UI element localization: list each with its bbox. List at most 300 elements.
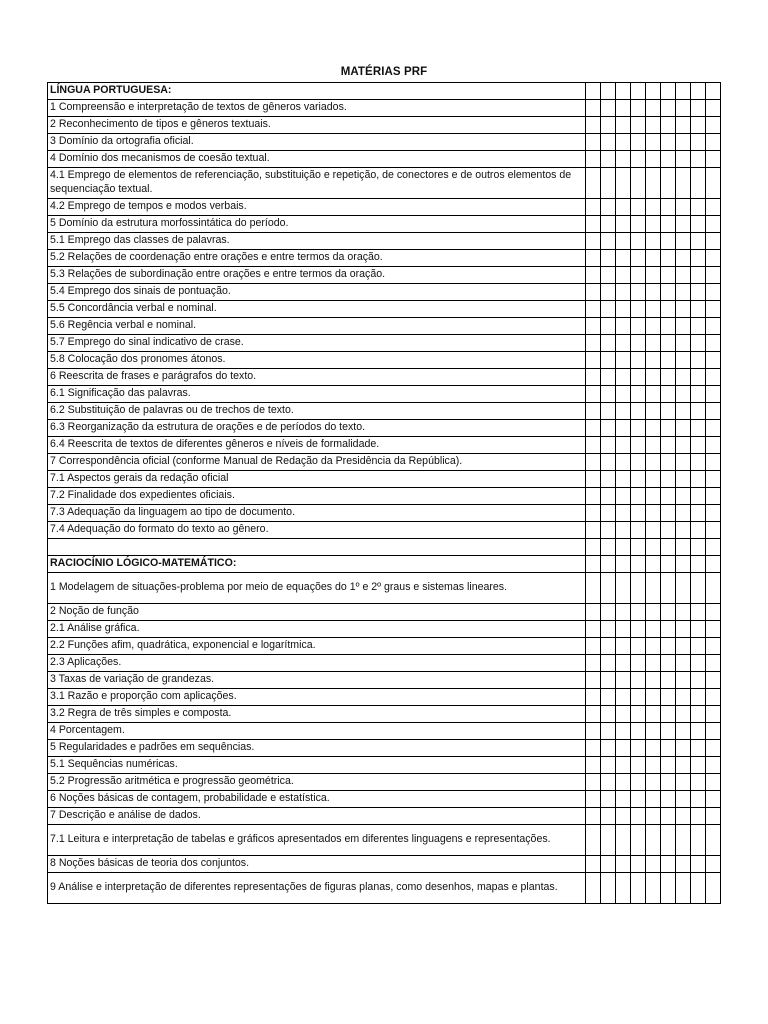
checkbox-cell[interactable] [705, 117, 720, 134]
checkbox-cell[interactable] [600, 706, 615, 723]
checkbox-cell[interactable] [705, 856, 720, 873]
checkbox-cell[interactable] [675, 267, 690, 284]
checkbox-cell[interactable] [660, 825, 675, 856]
checkbox-cell[interactable] [600, 522, 615, 539]
checkbox-cell[interactable] [600, 655, 615, 672]
checkbox-cell[interactable] [690, 740, 705, 757]
checkbox-cell[interactable] [705, 471, 720, 488]
checkbox-cell[interactable] [660, 471, 675, 488]
checkbox-cell[interactable] [645, 250, 660, 267]
checkbox-cell[interactable] [600, 604, 615, 621]
checkbox-cell[interactable] [660, 774, 675, 791]
checkbox-cell[interactable] [630, 83, 645, 100]
checkbox-cell[interactable] [645, 856, 660, 873]
checkbox-cell[interactable] [600, 335, 615, 352]
checkbox-cell[interactable] [675, 791, 690, 808]
checkbox-cell[interactable] [645, 621, 660, 638]
checkbox-cell[interactable] [690, 873, 705, 904]
checkbox-cell[interactable] [660, 655, 675, 672]
checkbox-cell[interactable] [645, 808, 660, 825]
checkbox-cell[interactable] [585, 250, 600, 267]
checkbox-cell[interactable] [660, 117, 675, 134]
checkbox-cell[interactable] [660, 216, 675, 233]
checkbox-cell[interactable] [630, 301, 645, 318]
checkbox-cell[interactable] [600, 250, 615, 267]
checkbox-cell[interactable] [660, 740, 675, 757]
checkbox-cell[interactable] [675, 573, 690, 604]
checkbox-cell[interactable] [630, 134, 645, 151]
checkbox-cell[interactable] [690, 621, 705, 638]
checkbox-cell[interactable] [690, 168, 705, 199]
checkbox-cell[interactable] [690, 386, 705, 403]
checkbox-cell[interactable] [615, 723, 630, 740]
checkbox-cell[interactable] [585, 437, 600, 454]
checkbox-cell[interactable] [660, 856, 675, 873]
checkbox-cell[interactable] [645, 757, 660, 774]
checkbox-cell[interactable] [600, 134, 615, 151]
checkbox-cell[interactable] [645, 83, 660, 100]
checkbox-cell[interactable] [585, 335, 600, 352]
checkbox-cell[interactable] [600, 454, 615, 471]
checkbox-cell[interactable] [645, 573, 660, 604]
checkbox-cell[interactable] [705, 488, 720, 505]
checkbox-cell[interactable] [585, 216, 600, 233]
checkbox-cell[interactable] [690, 774, 705, 791]
checkbox-cell[interactable] [615, 522, 630, 539]
checkbox-cell[interactable] [690, 723, 705, 740]
checkbox-cell[interactable] [630, 318, 645, 335]
checkbox-cell[interactable] [690, 638, 705, 655]
checkbox-cell[interactable] [690, 791, 705, 808]
checkbox-cell[interactable] [600, 267, 615, 284]
checkbox-cell[interactable] [675, 117, 690, 134]
checkbox-cell[interactable] [690, 672, 705, 689]
checkbox-cell[interactable] [630, 233, 645, 250]
checkbox-cell[interactable] [660, 539, 675, 556]
checkbox-cell[interactable] [705, 689, 720, 706]
checkbox-cell[interactable] [705, 437, 720, 454]
checkbox-cell[interactable] [690, 335, 705, 352]
checkbox-cell[interactable] [600, 216, 615, 233]
checkbox-cell[interactable] [630, 117, 645, 134]
checkbox-cell[interactable] [600, 672, 615, 689]
checkbox-cell[interactable] [645, 873, 660, 904]
checkbox-cell[interactable] [705, 621, 720, 638]
checkbox-cell[interactable] [600, 318, 615, 335]
checkbox-cell[interactable] [615, 335, 630, 352]
checkbox-cell[interactable] [690, 604, 705, 621]
checkbox-cell[interactable] [705, 83, 720, 100]
checkbox-cell[interactable] [645, 284, 660, 301]
checkbox-cell[interactable] [645, 454, 660, 471]
checkbox-cell[interactable] [645, 134, 660, 151]
checkbox-cell[interactable] [600, 873, 615, 904]
checkbox-cell[interactable] [675, 856, 690, 873]
checkbox-cell[interactable] [615, 471, 630, 488]
checkbox-cell[interactable] [615, 556, 630, 573]
checkbox-cell[interactable] [690, 655, 705, 672]
checkbox-cell[interactable] [645, 301, 660, 318]
checkbox-cell[interactable] [645, 522, 660, 539]
checkbox-cell[interactable] [675, 199, 690, 216]
checkbox-cell[interactable] [705, 808, 720, 825]
checkbox-cell[interactable] [600, 471, 615, 488]
checkbox-cell[interactable] [585, 318, 600, 335]
checkbox-cell[interactable] [630, 706, 645, 723]
checkbox-cell[interactable] [630, 774, 645, 791]
checkbox-cell[interactable] [585, 301, 600, 318]
checkbox-cell[interactable] [645, 335, 660, 352]
checkbox-cell[interactable] [630, 199, 645, 216]
checkbox-cell[interactable] [585, 573, 600, 604]
checkbox-cell[interactable] [645, 672, 660, 689]
checkbox-cell[interactable] [630, 216, 645, 233]
checkbox-cell[interactable] [585, 522, 600, 539]
checkbox-cell[interactable] [705, 539, 720, 556]
checkbox-cell[interactable] [615, 369, 630, 386]
checkbox-cell[interactable] [675, 369, 690, 386]
checkbox-cell[interactable] [645, 774, 660, 791]
checkbox-cell[interactable] [705, 250, 720, 267]
checkbox-cell[interactable] [675, 420, 690, 437]
checkbox-cell[interactable] [690, 454, 705, 471]
checkbox-cell[interactable] [600, 233, 615, 250]
checkbox-cell[interactable] [585, 151, 600, 168]
checkbox-cell[interactable] [660, 808, 675, 825]
checkbox-cell[interactable] [645, 655, 660, 672]
checkbox-cell[interactable] [615, 301, 630, 318]
checkbox-cell[interactable] [645, 117, 660, 134]
checkbox-cell[interactable] [615, 100, 630, 117]
checkbox-cell[interactable] [585, 284, 600, 301]
checkbox-cell[interactable] [690, 403, 705, 420]
checkbox-cell[interactable] [585, 556, 600, 573]
checkbox-cell[interactable] [615, 403, 630, 420]
checkbox-cell[interactable] [675, 83, 690, 100]
checkbox-cell[interactable] [675, 774, 690, 791]
checkbox-cell[interactable] [585, 134, 600, 151]
checkbox-cell[interactable] [645, 420, 660, 437]
checkbox-cell[interactable] [660, 335, 675, 352]
checkbox-cell[interactable] [660, 621, 675, 638]
checkbox-cell[interactable] [660, 488, 675, 505]
checkbox-cell[interactable] [600, 573, 615, 604]
checkbox-cell[interactable] [660, 134, 675, 151]
checkbox-cell[interactable] [675, 808, 690, 825]
checkbox-cell[interactable] [705, 403, 720, 420]
checkbox-cell[interactable] [675, 335, 690, 352]
checkbox-cell[interactable] [645, 471, 660, 488]
checkbox-cell[interactable] [705, 740, 720, 757]
checkbox-cell[interactable] [615, 757, 630, 774]
checkbox-cell[interactable] [585, 604, 600, 621]
checkbox-cell[interactable] [660, 267, 675, 284]
checkbox-cell[interactable] [690, 117, 705, 134]
checkbox-cell[interactable] [615, 740, 630, 757]
checkbox-cell[interactable] [630, 604, 645, 621]
checkbox-cell[interactable] [630, 723, 645, 740]
checkbox-cell[interactable] [600, 505, 615, 522]
checkbox-cell[interactable] [675, 471, 690, 488]
checkbox-cell[interactable] [690, 825, 705, 856]
checkbox-cell[interactable] [690, 856, 705, 873]
checkbox-cell[interactable] [600, 488, 615, 505]
checkbox-cell[interactable] [705, 573, 720, 604]
checkbox-cell[interactable] [630, 791, 645, 808]
checkbox-cell[interactable] [690, 134, 705, 151]
checkbox-cell[interactable] [630, 335, 645, 352]
checkbox-cell[interactable] [600, 757, 615, 774]
checkbox-cell[interactable] [615, 134, 630, 151]
checkbox-cell[interactable] [600, 791, 615, 808]
checkbox-cell[interactable] [675, 437, 690, 454]
checkbox-cell[interactable] [615, 573, 630, 604]
checkbox-cell[interactable] [705, 505, 720, 522]
checkbox-cell[interactable] [585, 791, 600, 808]
checkbox-cell[interactable] [630, 573, 645, 604]
checkbox-cell[interactable] [585, 471, 600, 488]
checkbox-cell[interactable] [630, 505, 645, 522]
checkbox-cell[interactable] [645, 689, 660, 706]
checkbox-cell[interactable] [645, 825, 660, 856]
checkbox-cell[interactable] [660, 437, 675, 454]
checkbox-cell[interactable] [690, 151, 705, 168]
checkbox-cell[interactable] [630, 488, 645, 505]
checkbox-cell[interactable] [600, 723, 615, 740]
checkbox-cell[interactable] [600, 420, 615, 437]
checkbox-cell[interactable] [600, 301, 615, 318]
checkbox-cell[interactable] [630, 369, 645, 386]
checkbox-cell[interactable] [705, 723, 720, 740]
checkbox-cell[interactable] [675, 556, 690, 573]
checkbox-cell[interactable] [630, 168, 645, 199]
checkbox-cell[interactable] [615, 505, 630, 522]
checkbox-cell[interactable] [630, 284, 645, 301]
checkbox-cell[interactable] [660, 83, 675, 100]
checkbox-cell[interactable] [600, 539, 615, 556]
checkbox-cell[interactable] [600, 352, 615, 369]
checkbox-cell[interactable] [585, 774, 600, 791]
checkbox-cell[interactable] [705, 522, 720, 539]
checkbox-cell[interactable] [585, 621, 600, 638]
checkbox-cell[interactable] [675, 454, 690, 471]
checkbox-cell[interactable] [705, 873, 720, 904]
checkbox-cell[interactable] [675, 134, 690, 151]
checkbox-cell[interactable] [600, 100, 615, 117]
checkbox-cell[interactable] [630, 267, 645, 284]
checkbox-cell[interactable] [690, 522, 705, 539]
checkbox-cell[interactable] [600, 808, 615, 825]
checkbox-cell[interactable] [585, 488, 600, 505]
checkbox-cell[interactable] [690, 556, 705, 573]
checkbox-cell[interactable] [585, 117, 600, 134]
checkbox-cell[interactable] [600, 556, 615, 573]
checkbox-cell[interactable] [645, 199, 660, 216]
checkbox-cell[interactable] [585, 539, 600, 556]
checkbox-cell[interactable] [675, 318, 690, 335]
checkbox-cell[interactable] [600, 168, 615, 199]
checkbox-cell[interactable] [615, 233, 630, 250]
checkbox-cell[interactable] [705, 825, 720, 856]
checkbox-cell[interactable] [690, 199, 705, 216]
checkbox-cell[interactable] [690, 250, 705, 267]
checkbox-cell[interactable] [585, 420, 600, 437]
checkbox-cell[interactable] [660, 505, 675, 522]
checkbox-cell[interactable] [645, 604, 660, 621]
checkbox-cell[interactable] [705, 352, 720, 369]
checkbox-cell[interactable] [705, 655, 720, 672]
checkbox-cell[interactable] [690, 539, 705, 556]
checkbox-cell[interactable] [645, 369, 660, 386]
checkbox-cell[interactable] [660, 706, 675, 723]
checkbox-cell[interactable] [630, 539, 645, 556]
checkbox-cell[interactable] [675, 233, 690, 250]
checkbox-cell[interactable] [585, 386, 600, 403]
checkbox-cell[interactable] [660, 151, 675, 168]
checkbox-cell[interactable] [675, 740, 690, 757]
checkbox-cell[interactable] [660, 604, 675, 621]
checkbox-cell[interactable] [660, 757, 675, 774]
checkbox-cell[interactable] [675, 505, 690, 522]
checkbox-cell[interactable] [675, 250, 690, 267]
checkbox-cell[interactable] [585, 723, 600, 740]
checkbox-cell[interactable] [615, 386, 630, 403]
checkbox-cell[interactable] [660, 873, 675, 904]
checkbox-cell[interactable] [630, 420, 645, 437]
checkbox-cell[interactable] [585, 233, 600, 250]
checkbox-cell[interactable] [630, 556, 645, 573]
checkbox-cell[interactable] [690, 267, 705, 284]
checkbox-cell[interactable] [660, 233, 675, 250]
checkbox-cell[interactable] [675, 873, 690, 904]
checkbox-cell[interactable] [675, 638, 690, 655]
checkbox-cell[interactable] [600, 117, 615, 134]
checkbox-cell[interactable] [690, 573, 705, 604]
checkbox-cell[interactable] [660, 689, 675, 706]
checkbox-cell[interactable] [615, 604, 630, 621]
checkbox-cell[interactable] [690, 505, 705, 522]
checkbox-cell[interactable] [600, 825, 615, 856]
checkbox-cell[interactable] [630, 454, 645, 471]
checkbox-cell[interactable] [630, 672, 645, 689]
checkbox-cell[interactable] [630, 740, 645, 757]
checkbox-cell[interactable] [705, 301, 720, 318]
checkbox-cell[interactable] [690, 352, 705, 369]
checkbox-cell[interactable] [660, 723, 675, 740]
checkbox-cell[interactable] [615, 791, 630, 808]
checkbox-cell[interactable] [705, 556, 720, 573]
checkbox-cell[interactable] [630, 757, 645, 774]
checkbox-cell[interactable] [615, 267, 630, 284]
checkbox-cell[interactable] [645, 505, 660, 522]
checkbox-cell[interactable] [675, 655, 690, 672]
checkbox-cell[interactable] [615, 621, 630, 638]
checkbox-cell[interactable] [690, 100, 705, 117]
checkbox-cell[interactable] [630, 386, 645, 403]
checkbox-cell[interactable] [615, 216, 630, 233]
checkbox-cell[interactable] [660, 250, 675, 267]
checkbox-cell[interactable] [675, 168, 690, 199]
checkbox-cell[interactable] [630, 151, 645, 168]
checkbox-cell[interactable] [690, 83, 705, 100]
checkbox-cell[interactable] [615, 638, 630, 655]
checkbox-cell[interactable] [585, 689, 600, 706]
checkbox-cell[interactable] [630, 825, 645, 856]
checkbox-cell[interactable] [630, 873, 645, 904]
checkbox-cell[interactable] [585, 403, 600, 420]
checkbox-cell[interactable] [615, 873, 630, 904]
checkbox-cell[interactable] [615, 284, 630, 301]
checkbox-cell[interactable] [615, 825, 630, 856]
checkbox-cell[interactable] [690, 369, 705, 386]
checkbox-cell[interactable] [675, 216, 690, 233]
checkbox-cell[interactable] [675, 301, 690, 318]
checkbox-cell[interactable] [690, 216, 705, 233]
checkbox-cell[interactable] [705, 791, 720, 808]
checkbox-cell[interactable] [690, 318, 705, 335]
checkbox-cell[interactable] [585, 672, 600, 689]
checkbox-cell[interactable] [600, 856, 615, 873]
checkbox-cell[interactable] [615, 672, 630, 689]
checkbox-cell[interactable] [690, 437, 705, 454]
checkbox-cell[interactable] [660, 556, 675, 573]
checkbox-cell[interactable] [600, 83, 615, 100]
checkbox-cell[interactable] [615, 454, 630, 471]
checkbox-cell[interactable] [615, 318, 630, 335]
checkbox-cell[interactable] [615, 655, 630, 672]
checkbox-cell[interactable] [645, 100, 660, 117]
checkbox-cell[interactable] [675, 621, 690, 638]
checkbox-cell[interactable] [645, 638, 660, 655]
checkbox-cell[interactable] [585, 856, 600, 873]
checkbox-cell[interactable] [585, 706, 600, 723]
checkbox-cell[interactable] [705, 369, 720, 386]
checkbox-cell[interactable] [585, 352, 600, 369]
checkbox-cell[interactable] [660, 301, 675, 318]
checkbox-cell[interactable] [675, 757, 690, 774]
checkbox-cell[interactable] [645, 556, 660, 573]
checkbox-cell[interactable] [645, 216, 660, 233]
checkbox-cell[interactable] [660, 522, 675, 539]
checkbox-cell[interactable] [705, 199, 720, 216]
checkbox-cell[interactable] [675, 352, 690, 369]
checkbox-cell[interactable] [660, 318, 675, 335]
checkbox-cell[interactable] [600, 638, 615, 655]
checkbox-cell[interactable] [660, 168, 675, 199]
checkbox-cell[interactable] [675, 100, 690, 117]
checkbox-cell[interactable] [675, 522, 690, 539]
checkbox-cell[interactable] [630, 100, 645, 117]
checkbox-cell[interactable] [600, 689, 615, 706]
checkbox-cell[interactable] [615, 352, 630, 369]
checkbox-cell[interactable] [615, 420, 630, 437]
checkbox-cell[interactable] [705, 216, 720, 233]
checkbox-cell[interactable] [675, 706, 690, 723]
checkbox-cell[interactable] [630, 522, 645, 539]
checkbox-cell[interactable] [585, 83, 600, 100]
checkbox-cell[interactable] [645, 168, 660, 199]
checkbox-cell[interactable] [690, 757, 705, 774]
checkbox-cell[interactable] [585, 873, 600, 904]
checkbox-cell[interactable] [705, 757, 720, 774]
checkbox-cell[interactable] [660, 386, 675, 403]
checkbox-cell[interactable] [585, 808, 600, 825]
checkbox-cell[interactable] [660, 420, 675, 437]
checkbox-cell[interactable] [675, 689, 690, 706]
checkbox-cell[interactable] [690, 471, 705, 488]
checkbox-cell[interactable] [645, 267, 660, 284]
checkbox-cell[interactable] [705, 267, 720, 284]
